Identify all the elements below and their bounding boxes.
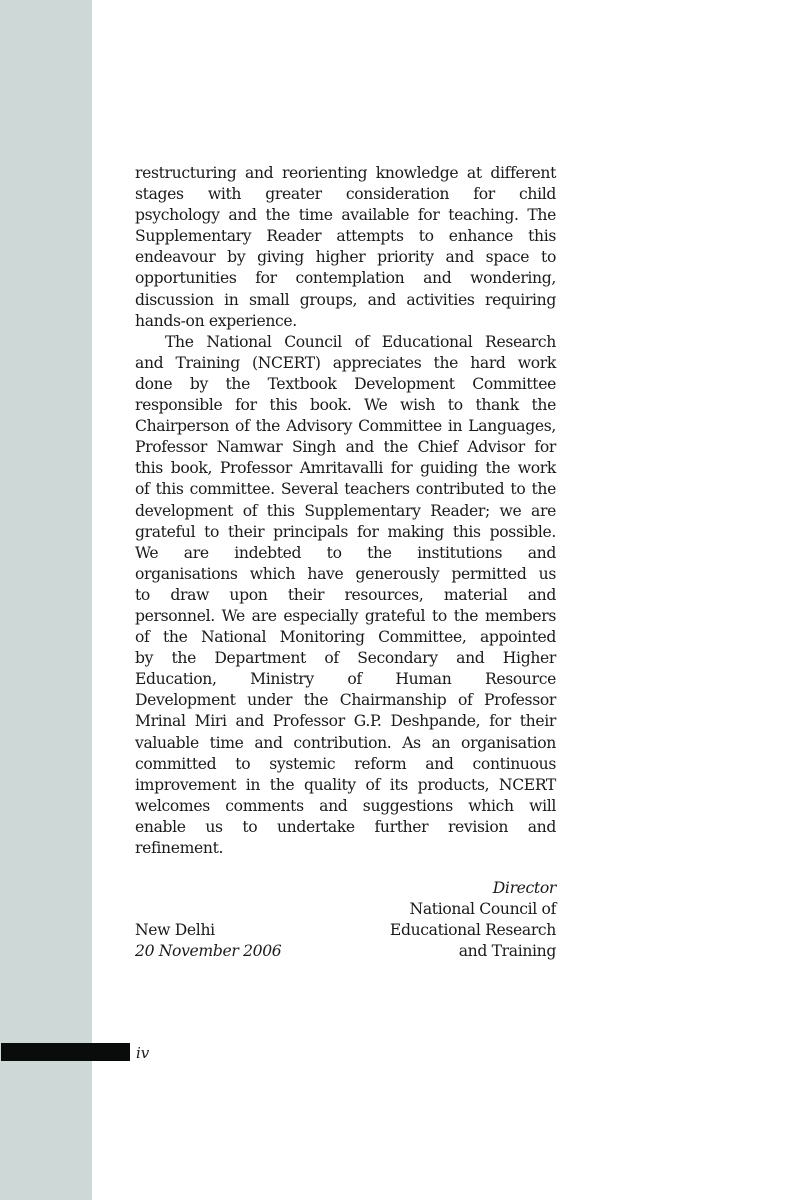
body-line: and Training (NCERT) appreciates the hard work [135,353,556,372]
body-line: Development under the Chairmanship of Professor [135,691,556,710]
body-line: improvement in the quality of its products, NCERT [135,775,556,794]
body-line: opportunities for contemplation and wondering, [135,269,556,288]
signatory-org-line: Educational Research [389,921,556,939]
body-line: Mrinal Miri and Professor G.P. Deshpande, for their [135,712,556,731]
body-line: Chairperson of the Advisory Committee in Languages, [135,417,556,436]
body-line: personnel. We are especially grateful to the members [135,606,556,625]
paragraph-start-line: The National Council of Educational Research [165,332,556,351]
date: 20 November 2006 [135,942,282,960]
body-line: done by the Textbook Development Committee [135,374,556,393]
place: New Delhi [135,921,215,939]
body-line: hands-on experience. [135,311,297,330]
body-line: by the Department of Secondary and Higher [135,649,556,668]
body-line: psychology and the time available for teaching. The [135,206,556,225]
folio-bar [1,1043,130,1061]
body-line: this book, Professor Amritavalli for guiding the work [135,459,556,478]
body-line: stages with greater consideration for child [135,185,556,204]
body-line: of the National Monitoring Committee, appointed [135,628,556,647]
body-line: committed to systemic reform and continuous [135,754,556,773]
body-line: grateful to their principals for making this possible. [135,522,556,541]
signatory-title: Director [492,879,556,897]
body-line: We are indebted to the institutions and [135,543,556,562]
body-line: discussion in small groups, and activities requiring [135,290,556,309]
body-line: responsible for this book. We wish to thank the [135,396,556,415]
body-line: development of this Supplementary Reader; we are [135,501,556,520]
body-line: to draw upon their resources, material and [135,585,556,604]
body-line: restructuring and reorienting knowledge at different [135,164,556,182]
signatory [390,878,556,962]
left-margin-band [0,0,92,1200]
foreword-body [135,163,556,859]
body-line: endeavour by giving higher priority and space to [135,248,556,267]
body-line: of this committee. Several teachers contributed to the [135,480,556,499]
body-line: refinement. [135,839,224,857]
body-line: Education, Ministry of Human Resource [135,670,556,689]
body-line: Supplementary Reader attempts to enhance this [135,227,556,246]
place-date [135,920,281,962]
body-line: valuable time and contribution. As an organisation [135,733,556,752]
body-line: Professor Namwar Singh and the Chief Advisor for [135,438,556,457]
body-line: welcomes comments and suggestions which will [135,796,556,815]
signatory-org-line: National Council of [409,900,556,918]
signatory-org-line: and Training [458,942,556,960]
page-number: iv [136,1044,150,1062]
body-line: enable us to undertake further revision and [135,817,556,836]
body-line: organisations which have generously permitted us [135,564,556,583]
